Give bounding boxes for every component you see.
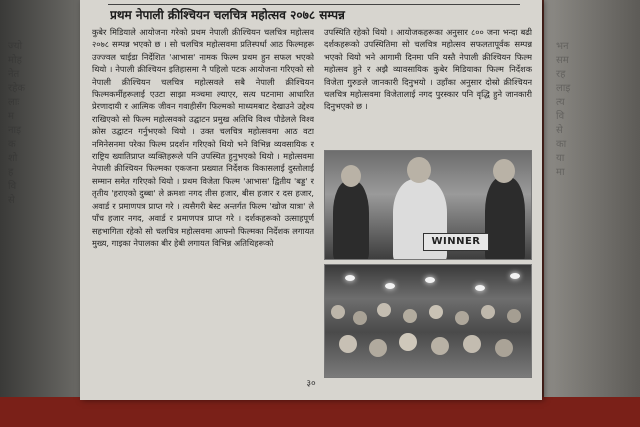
- audience-member: [403, 309, 417, 323]
- stage-light: [385, 283, 395, 289]
- person-right-head: [493, 159, 515, 183]
- audience-member: [377, 303, 391, 317]
- person-left-head: [341, 165, 361, 187]
- audience-member: [463, 335, 481, 353]
- stage-light: [345, 275, 355, 281]
- person-right: [485, 177, 525, 260]
- audience-member: [331, 305, 345, 319]
- audience-member: [369, 339, 387, 357]
- award-photo: [324, 150, 532, 260]
- audience-member: [481, 305, 495, 319]
- audience-member: [495, 339, 513, 357]
- audience-photo: [324, 264, 532, 378]
- person-left: [333, 181, 369, 260]
- article-body-left-column: कुबेर मिडियाले आयोजना गरेको प्रथम नेपाली क्रीश्चियन चलचित्र महोत्सव २०७८ सम्पन्न भएको छ । सो चलचित्र महोत्सवमा प्रतिस्पर्धा आठ फिल्महरू उज्ज्वल चाईडा निर्देशित 'आभास' नामक फिल्म प्रथम हुन सफल भएको थियो । नेपाली क्रीश्चियन इतिहासमा नै पहिलो पटक आयोजना गरिएको सो नेपाली क्रीश्चियन चलचित्र महोत्सवले सबै नेपाली क्रीश्चियन फिल्मकर्मीहरूलाई एउटा साझा मञ्चमा ल्याएर, सत्य घटनामा आधारित प्रेरणादायी र आत्मिक जीवन गवाहीसँग फिल्मको माध्यमबाट देखाउने उद्देश्य राखिएको सो फिल्म महोत्सवको उद्घाटन प्रमुख अतिथि विश्व पौडेलले विश्व क्रोस उद्घाटन गर्नुभएको थियो । उक्त चलचित्र महोत्सवमा आठ वटा नमिनेसनमा परेका फिल्म प्रदर्शन गरिएको थियो भने विभिन्न व्यवसायिक र राष्ट्रिय ख्यातिप्राप्त व्यक्तिहरूले पनि उपस्थित हुनुभएको थियो । महोत्सवमा नेपाली क्रीश्चियन फिल्मका एकजना प्रख्यात निर्देशक विकासलाई दुस्तोलाई सम्मान समेत गरिएको थियो । प्रथम विजेता फिल्म 'आभास' द्वितीय 'बड्ड' र तृतीय 'हराएको दुब्बा' ले क्रमशः नगद तीस हजार, बीस हजार र दस हजार, अवार्ड र प्रमाणपत्र प्राप्त गरे । त्यसैगरी बेस्ट अन्तर्गत फिल्म 'खोज यात्रा' ले पाँच हजार नगद, अवार्ड र प्रमाणपत्र प्राप्त गरे । दर्शकहरूको उत्साहपूर्ण सहभागिता रहेको सो चलचित्र महोत्सवमा आफ्नो फिल्मका निर्देशक लगायत मुख्य, गाइका नेपालका बीर हेबी लगायत विभिन्न अतिथिहरूको: [92, 27, 314, 248]
- stage-light: [475, 285, 485, 291]
- adjacent-page-text-right: भन सम रह लाइ त्य वि से का या मा: [556, 41, 571, 178]
- person-center-head: [407, 157, 431, 183]
- audience-member: [429, 305, 443, 319]
- stage-light: [510, 273, 520, 279]
- audience-member: [431, 337, 449, 355]
- stage-light: [425, 277, 435, 283]
- article-body-right-column: उपस्थिति रहेको थियो । आयोजकहरूका अनुसार ८०० जना भन्दा बढी दर्शकहरूको उपस्थितिमा सो चलचित्र महोत्सव सफलतापूर्वक सम्पन्न भएको थियो भने आगामी दिनमा पनि यस्तै नेपाली क्रीश्चियन फिल्म महोत्सव हुने र अझै व्यावसायिक कुबेर मिडियाका फिल्म निर्देशक विजेता गुरुङले जानकारी दिनुभयो । उहाँका अनुसार दोस्रो क्रीश्चियन चलचित्र महोत्सवमा विजेतालाई नगद पुरस्कार पनि वृद्धि हुने जानकारी दिनुभएको छ ।: [324, 27, 532, 112]
- audience-member: [507, 309, 521, 323]
- article-title: प्रथम नेपाली क्रीश्चियन चलचित्र महोत्सव २०७८ सम्पन्न: [110, 8, 345, 22]
- audience-member: [339, 335, 357, 353]
- title-rule: [108, 4, 520, 5]
- magazine-page: [80, 0, 542, 400]
- tabletop: [0, 397, 640, 427]
- adjacent-page-text-left: ज्यो मोह नेत रहेक लाः म नाइ क शो ह वि से: [8, 41, 26, 206]
- audience-member: [353, 311, 367, 325]
- winner-placard: WINNER: [423, 233, 489, 251]
- audience-member: [455, 311, 469, 325]
- audience-member: [399, 333, 417, 351]
- page-number: ३०: [306, 379, 316, 389]
